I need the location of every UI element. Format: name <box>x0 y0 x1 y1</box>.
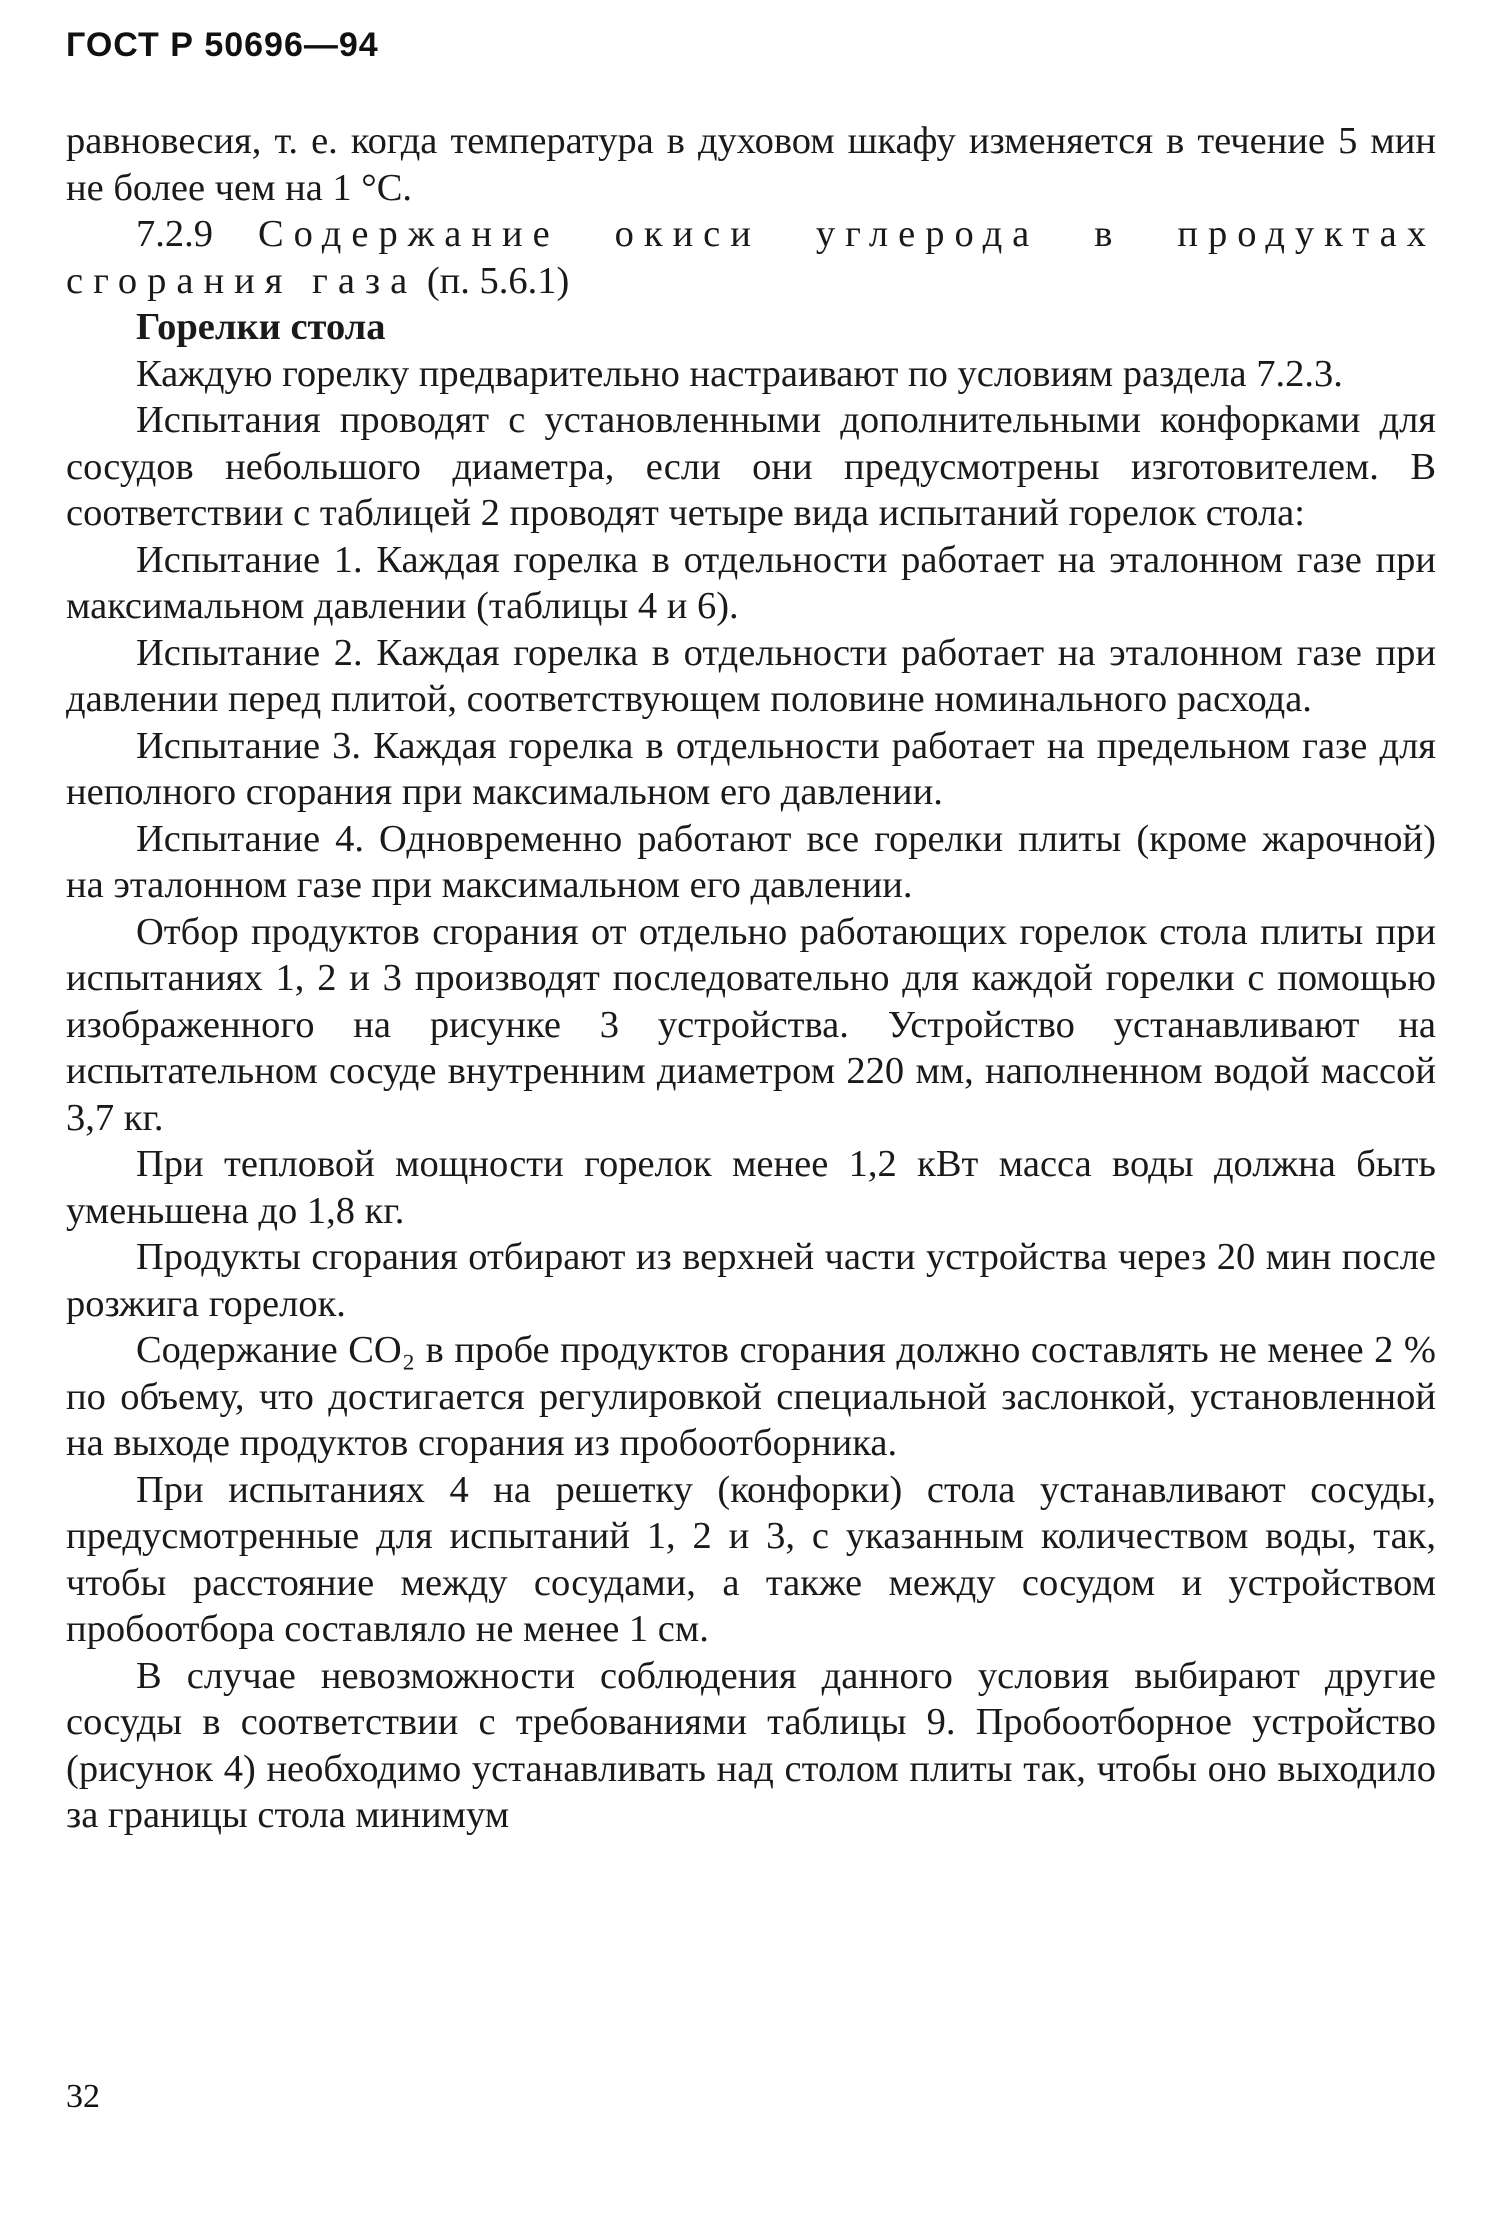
paragraph-test-4: Испытание 4. Одновременно работают все горелки плиты (кроме жарочной) на эталонном газе при максимальном его давлении. <box>66 817 1436 906</box>
paragraph: Отбор продуктов сгорания от отдельно работающих горелок стола плиты при испытаниях 1, 2 и 3 производят последовательно для каждой горелки с помощью изображенного на рисунке 3 устройства. Устройство устанавливают на испытательном сосуде внутренним диаметром 220 мм, наполненном водой массой 3,7 кг. <box>66 910 1436 1139</box>
paragraph: Содержание СО₂ в пробе продуктов сгорания должно составлять не менее 2 % по объему, что достигается регулировкой специальной заслонкой, установленной на выходе продуктов сгорания из пробоотборника. <box>66 1329 1436 1464</box>
page-number: 32 <box>66 2078 100 2115</box>
paragraph-test-3: Испытание 3. Каждая горелка в отдельности работает на предельном газе для неполного сгорания при максимальном его давлении. <box>66 724 1436 813</box>
paragraph: При испытаниях 4 на решетку (конфорки) стола устанавливают сосуды, предусмотренные для испытаний 1, 2 и 3, с указанным количеством воды, так, чтобы расстояние между сосудами, а также между сосудом и устройством пробоотбора составляло не менее 1 см. <box>66 1468 1436 1650</box>
paragraph: Продукты сгорания отбирают из верхней части устройства через 20 мин после розжига горелок. <box>66 1236 1436 1325</box>
section-reference: (п. 5.6.1) <box>426 259 570 302</box>
paragraph-continuation: равновесия, т. е. когда температура в духовом шкафу изменяется в течение 5 мин не более чем на 1 °С. <box>66 120 1436 209</box>
paragraph: При тепловой мощности горелок менее 1,2 кВт масса воды должна быть уменьшена до 1,8 кг. <box>66 1143 1436 1232</box>
document-header: ГОСТ Р 50696—94 <box>66 26 379 64</box>
section-number: 7.2.9 <box>136 213 213 255</box>
paragraph-test-2: Испытание 2. Каждая горелка в отдельности работает на эталонном газе при давлении перед плитой, соответствующем половине номинального расхода. <box>66 631 1436 720</box>
section-heading <box>66 211 1436 304</box>
subheading: Горелки стола <box>136 306 386 348</box>
paragraph: Каждую горелку предварительно настраивают по условиям раздела 7.2.3. <box>136 352 1343 395</box>
body-text <box>66 118 1436 1839</box>
paragraph-test-1: Испытание 1. Каждая горелка в отдельности работает на эталонном газе при максимальном давлении (таблицы 4 и 6). <box>66 538 1436 627</box>
paragraph: В случае невозможности соблюдения данного условия выбирают другие сосуды в соответствии с требованиями таблицы 9. Пробоотборное устройство (рисунок 4) необходимо устанавливать над столом плиты так, чтобы оно выходило за границы стола минимум <box>66 1654 1436 1836</box>
section-title: Содержание окиси углерода в продуктах сгорания газа <box>66 213 1437 302</box>
paragraph: Испытания проводят с установленными дополнительными конфорками для сосудов небольшого диаметра, если они предусмотрены изготовителем. В соответствии с таблицей 2 проводят четыре вида испытаний горелок стола: <box>66 399 1436 534</box>
